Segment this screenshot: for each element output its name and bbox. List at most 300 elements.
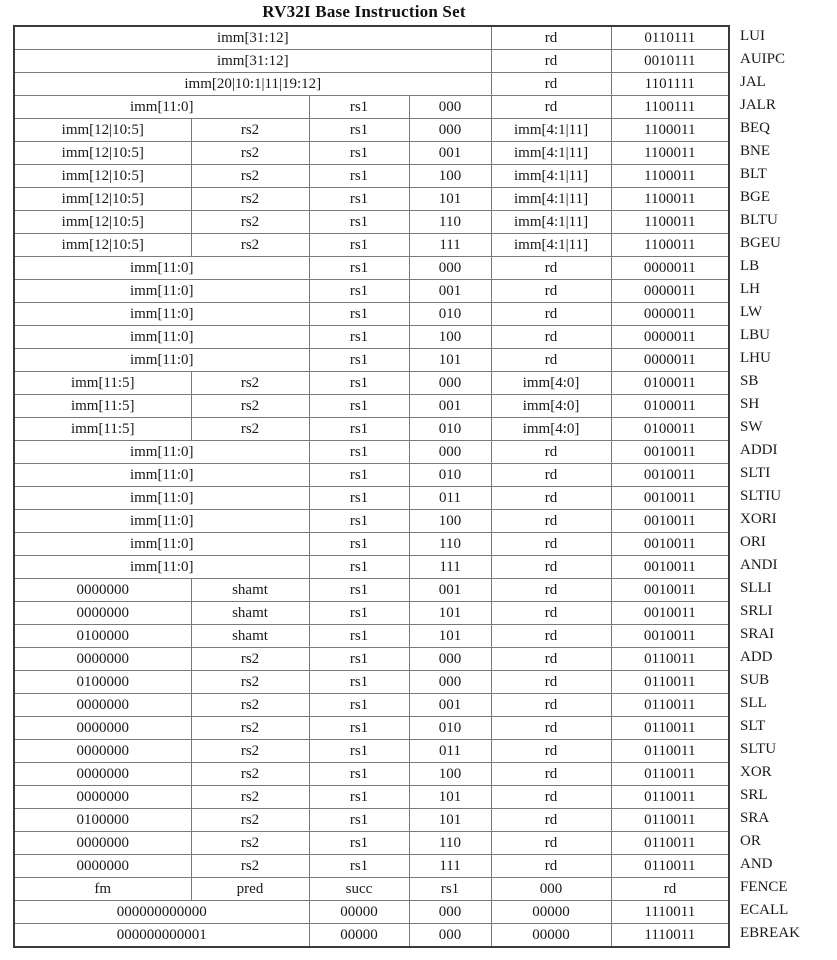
table-cell: 010	[409, 418, 491, 441]
instruction-mnemonic: LHU	[740, 350, 771, 366]
table-cell: rs1	[309, 487, 409, 510]
table-cell: imm[31:12]	[14, 50, 491, 73]
table-cell: imm[4:1|11]	[491, 165, 611, 188]
table-cell: rd	[491, 648, 611, 671]
instruction-mnemonic: SLL	[740, 695, 767, 711]
instruction-mnemonic: BLT	[740, 166, 767, 182]
table-cell: rs1	[309, 326, 409, 349]
table-row	[14, 441, 729, 464]
table-cell: 0000000	[14, 832, 191, 855]
table-cell: imm[31:12]	[14, 26, 491, 50]
table-cell: rs1	[309, 556, 409, 579]
instruction-mnemonic: LB	[740, 258, 760, 274]
table-cell: rd	[491, 625, 611, 648]
table-cell: 0000000	[14, 694, 191, 717]
instruction-mnemonic: LBU	[740, 327, 770, 343]
table-cell: 0000011	[611, 349, 729, 372]
mnemonic-column	[740, 25, 837, 945]
table-cell: 0000000	[14, 717, 191, 740]
table-cell: 0000011	[611, 280, 729, 303]
table-cell: 0010011	[611, 625, 729, 648]
instruction-mnemonic: AUIPC	[740, 51, 786, 67]
table-cell: 010	[409, 303, 491, 326]
table-cell: 1101111	[611, 73, 729, 96]
table-cell: imm[11:0]	[14, 326, 309, 349]
table-row	[14, 533, 729, 556]
table-cell: 0000000	[14, 855, 191, 878]
table-cell: rd	[491, 280, 611, 303]
table-cell: rs2	[191, 211, 309, 234]
table-cell: 0010011	[611, 533, 729, 556]
table-cell: rd	[491, 50, 611, 73]
table-cell: rs1	[309, 855, 409, 878]
table-cell: 0110111	[611, 26, 729, 50]
table-cell: rd	[491, 786, 611, 809]
table-cell: rs1	[309, 648, 409, 671]
table-cell: 0010111	[611, 50, 729, 73]
table-cell: 000	[491, 878, 611, 901]
table-cell: 110	[409, 533, 491, 556]
table-cell: rd	[611, 878, 729, 901]
table-cell: imm[12|10:5]	[14, 234, 191, 257]
table-cell: rd	[491, 717, 611, 740]
table-cell: 101	[409, 786, 491, 809]
table-cell: rd	[491, 349, 611, 372]
table-cell: rd	[491, 510, 611, 533]
table-cell: 000	[409, 441, 491, 464]
table-cell: imm[11:0]	[14, 464, 309, 487]
instruction-mnemonic: BNE	[740, 143, 770, 159]
table-cell: rs1	[309, 740, 409, 763]
table-row	[14, 349, 729, 372]
table-row	[14, 26, 729, 50]
table-cell: 1100011	[611, 188, 729, 211]
instruction-mnemonic: LUI	[740, 28, 765, 44]
table-cell: rs1	[309, 257, 409, 280]
table-cell: imm[11:0]	[14, 257, 309, 280]
table-cell: rs1	[309, 96, 409, 119]
table-row	[14, 487, 729, 510]
table-cell: imm[11:0]	[14, 280, 309, 303]
table-cell: 0110011	[611, 740, 729, 763]
table-cell: rs2	[191, 142, 309, 165]
table-cell: rd	[491, 694, 611, 717]
table-cell: 001	[409, 694, 491, 717]
table-cell: 1100011	[611, 142, 729, 165]
table-cell: 0000000	[14, 602, 191, 625]
table-cell: 0110011	[611, 832, 729, 855]
table-cell: imm[12|10:5]	[14, 188, 191, 211]
table-row	[14, 717, 729, 740]
table-cell: 010	[409, 464, 491, 487]
table-cell: imm[11:0]	[14, 441, 309, 464]
table-row	[14, 832, 729, 855]
table-cell: rs1	[309, 510, 409, 533]
table-cell: imm[4:1|11]	[491, 211, 611, 234]
table-cell: imm[4:1|11]	[491, 142, 611, 165]
table-cell: shamt	[191, 579, 309, 602]
table-cell: 100	[409, 165, 491, 188]
instruction-mnemonic: SRL	[740, 787, 768, 803]
table-cell: 0010011	[611, 487, 729, 510]
table-cell: 00000	[491, 901, 611, 924]
instruction-mnemonic: ECALL	[740, 902, 789, 918]
table-cell: 010	[409, 717, 491, 740]
table-cell: rs1	[309, 349, 409, 372]
table-cell: 0100011	[611, 395, 729, 418]
table-cell: 0110011	[611, 671, 729, 694]
table-cell: 000	[409, 96, 491, 119]
table-cell: imm[11:0]	[14, 349, 309, 372]
table-cell: imm[11:0]	[14, 303, 309, 326]
table-cell: rd	[491, 26, 611, 50]
table-cell: 0110011	[611, 855, 729, 878]
instruction-mnemonic: BEQ	[740, 120, 770, 136]
instruction-mnemonic: SLT	[740, 718, 766, 734]
table-row	[14, 257, 729, 280]
table-cell: rd	[491, 556, 611, 579]
instruction-mnemonic: SUB	[740, 672, 770, 688]
table-cell: rs2	[191, 855, 309, 878]
table-cell: 1100011	[611, 234, 729, 257]
table-row	[14, 326, 729, 349]
table-cell: rd	[491, 73, 611, 96]
instruction-mnemonic: FENCE	[740, 879, 788, 895]
table-cell: 1110011	[611, 924, 729, 948]
instruction-mnemonic: OR	[740, 833, 761, 849]
table-cell: 110	[409, 832, 491, 855]
table-row	[14, 556, 729, 579]
table-cell: rs1	[309, 395, 409, 418]
table-cell: rd	[491, 832, 611, 855]
table-cell: rd	[491, 671, 611, 694]
table-cell: 100	[409, 510, 491, 533]
table-cell: 0010011	[611, 602, 729, 625]
instruction-mnemonic: SRAI	[740, 626, 775, 642]
table-cell: rs1	[309, 694, 409, 717]
table-row	[14, 119, 729, 142]
table-row	[14, 602, 729, 625]
table-cell: 100	[409, 326, 491, 349]
table-row	[14, 855, 729, 878]
table-row	[14, 464, 729, 487]
table-cell: rs2	[191, 717, 309, 740]
instruction-encoding-table	[13, 25, 730, 948]
table-row	[14, 50, 729, 73]
table-cell: shamt	[191, 602, 309, 625]
table-cell: imm[4:0]	[491, 372, 611, 395]
table-row	[14, 142, 729, 165]
table-cell: 000000000001	[14, 924, 309, 948]
table-cell: rs1	[309, 602, 409, 625]
table-row	[14, 671, 729, 694]
instruction-mnemonic: ORI	[740, 534, 766, 550]
table-row	[14, 418, 729, 441]
table-cell: 0010011	[611, 510, 729, 533]
table-cell: rd	[491, 602, 611, 625]
instruction-mnemonic: SRLI	[740, 603, 773, 619]
table-cell: 0000011	[611, 326, 729, 349]
table-cell: rs2	[191, 809, 309, 832]
table-row	[14, 924, 729, 948]
table-cell: rs1	[309, 234, 409, 257]
table-cell: rs1	[309, 832, 409, 855]
table-cell: 0000000	[14, 648, 191, 671]
table-cell: rd	[491, 740, 611, 763]
instruction-mnemonic: BLTU	[740, 212, 778, 228]
instruction-mnemonic: SW	[740, 419, 763, 435]
table-row	[14, 740, 729, 763]
table-cell: rs2	[191, 694, 309, 717]
table-cell: 001	[409, 280, 491, 303]
table-cell: imm[4:0]	[491, 418, 611, 441]
table-cell: 100	[409, 763, 491, 786]
table-cell: 1100111	[611, 96, 729, 119]
table-cell: 0110011	[611, 809, 729, 832]
table-cell: 110	[409, 211, 491, 234]
table-cell: imm[12|10:5]	[14, 165, 191, 188]
table-cell: 0000000	[14, 579, 191, 602]
table-cell: rs2	[191, 763, 309, 786]
table-row	[14, 280, 729, 303]
table-cell: pred	[191, 878, 309, 901]
table-cell: 0000011	[611, 303, 729, 326]
table-cell: 001	[409, 142, 491, 165]
instruction-mnemonic: XORI	[740, 511, 777, 527]
table-cell: rs1	[309, 119, 409, 142]
table-cell: rd	[491, 303, 611, 326]
table-cell: rd	[491, 464, 611, 487]
table-cell: rs1	[409, 878, 491, 901]
table-cell: rd	[491, 96, 611, 119]
instruction-mnemonic: LW	[740, 304, 763, 320]
table-cell: imm[11:5]	[14, 372, 191, 395]
table-cell: rs2	[191, 832, 309, 855]
table-cell: 0100000	[14, 625, 191, 648]
table-cell: 1100011	[611, 119, 729, 142]
table-cell: 000	[409, 372, 491, 395]
table-cell: rd	[491, 855, 611, 878]
table-cell: imm[12|10:5]	[14, 142, 191, 165]
table-cell: 001	[409, 579, 491, 602]
table-row	[14, 694, 729, 717]
table-row	[14, 372, 729, 395]
table-cell: 101	[409, 188, 491, 211]
instruction-mnemonic: JAL	[740, 74, 766, 90]
page-title: RV32I Base Instruction Set	[262, 2, 466, 21]
instruction-mnemonic: SH	[740, 396, 760, 412]
table-cell: 101	[409, 349, 491, 372]
table-cell: 000	[409, 648, 491, 671]
table-cell: 111	[409, 556, 491, 579]
table-cell: rs1	[309, 142, 409, 165]
table-cell: rs1	[309, 717, 409, 740]
instruction-mnemonic: ANDI	[740, 557, 778, 573]
table-cell: imm[12|10:5]	[14, 119, 191, 142]
table-cell: 000	[409, 119, 491, 142]
table-cell: succ	[309, 878, 409, 901]
table-cell: 011	[409, 740, 491, 763]
table-cell: imm[20|10:1|11|19:12]	[14, 73, 491, 96]
table-cell: 000	[409, 671, 491, 694]
table-cell: shamt	[191, 625, 309, 648]
table-cell: rd	[491, 533, 611, 556]
table-cell: 101	[409, 602, 491, 625]
table-cell: 000	[409, 924, 491, 948]
table-cell: rs1	[309, 533, 409, 556]
table-cell: 0010011	[611, 579, 729, 602]
table-cell: 000	[409, 257, 491, 280]
table-cell: rs1	[309, 763, 409, 786]
instruction-table-body	[14, 26, 729, 947]
table-cell: 0010011	[611, 441, 729, 464]
table-cell: 001	[409, 395, 491, 418]
table-cell: 0010011	[611, 556, 729, 579]
table-cell: 0110011	[611, 763, 729, 786]
table-row	[14, 763, 729, 786]
table-cell: imm[11:0]	[14, 510, 309, 533]
table-cell: 0100011	[611, 418, 729, 441]
table-cell: rs2	[191, 165, 309, 188]
instruction-mnemonic: SB	[740, 373, 759, 389]
table-cell: rs1	[309, 303, 409, 326]
table-cell: rs1	[309, 441, 409, 464]
table-cell: 000	[409, 901, 491, 924]
table-row	[14, 73, 729, 96]
table-cell: rd	[491, 257, 611, 280]
table-cell: 101	[409, 625, 491, 648]
table-cell: rs1	[309, 464, 409, 487]
table-cell: imm[11:5]	[14, 395, 191, 418]
instruction-mnemonic: ADDI	[740, 442, 778, 458]
table-cell: rs2	[191, 648, 309, 671]
table-row	[14, 211, 729, 234]
table-cell: rd	[491, 763, 611, 786]
table-cell: 0100000	[14, 809, 191, 832]
table-cell: 111	[409, 234, 491, 257]
table-cell: rs2	[191, 188, 309, 211]
instruction-mnemonic: BGEU	[740, 235, 781, 251]
table-cell: 00000	[309, 924, 409, 948]
table-cell: imm[11:0]	[14, 96, 309, 119]
table-cell: imm[4:1|11]	[491, 119, 611, 142]
table-cell: 1100011	[611, 211, 729, 234]
table-cell: rs1	[309, 809, 409, 832]
table-cell: rs1	[309, 211, 409, 234]
table-cell: 0110011	[611, 694, 729, 717]
table-cell: rs2	[191, 786, 309, 809]
table-row	[14, 395, 729, 418]
table-cell: 111	[409, 855, 491, 878]
table-cell: imm[4:1|11]	[491, 188, 611, 211]
table-cell: rd	[491, 441, 611, 464]
table-cell: fm	[14, 878, 191, 901]
table-cell: rs2	[191, 671, 309, 694]
table-cell: 101	[409, 809, 491, 832]
table-row	[14, 648, 729, 671]
table-cell: imm[11:0]	[14, 487, 309, 510]
table-cell: rd	[491, 326, 611, 349]
instruction-mnemonic: SLTI	[740, 465, 771, 481]
table-cell: imm[11:0]	[14, 556, 309, 579]
instruction-mnemonic: SLTIU	[740, 488, 782, 504]
instruction-mnemonic: LH	[740, 281, 760, 297]
table-cell: rs2	[191, 372, 309, 395]
table-cell: rs1	[309, 786, 409, 809]
table-row	[14, 809, 729, 832]
table-cell: 0000000	[14, 740, 191, 763]
instruction-mnemonic: BGE	[740, 189, 770, 205]
instruction-mnemonic: SLTU	[740, 741, 777, 757]
table-cell: rs2	[191, 395, 309, 418]
table-cell: 0110011	[611, 717, 729, 740]
instruction-mnemonic: EBREAK	[740, 925, 800, 941]
table-cell: rs1	[309, 671, 409, 694]
table-row	[14, 878, 729, 901]
table-cell: 0000000	[14, 786, 191, 809]
table-row	[14, 165, 729, 188]
table-cell: 0000011	[611, 257, 729, 280]
table-cell: rd	[491, 487, 611, 510]
instruction-mnemonic: SRA	[740, 810, 770, 826]
table-row	[14, 901, 729, 924]
table-row	[14, 579, 729, 602]
table-cell: 1110011	[611, 901, 729, 924]
table-cell: rs1	[309, 280, 409, 303]
table-cell: imm[4:0]	[491, 395, 611, 418]
table-row	[14, 625, 729, 648]
table-cell: rd	[491, 809, 611, 832]
instruction-mnemonic: SLLI	[740, 580, 772, 596]
table-cell: rs1	[309, 188, 409, 211]
table-cell: 1100011	[611, 165, 729, 188]
table-cell: rs1	[309, 372, 409, 395]
table-cell: 0110011	[611, 786, 729, 809]
instruction-mnemonic: JALR	[740, 97, 776, 113]
table-cell: 0010011	[611, 464, 729, 487]
table-row	[14, 510, 729, 533]
table-cell: 011	[409, 487, 491, 510]
table-cell: rs2	[191, 740, 309, 763]
table-row	[14, 96, 729, 119]
table-cell: 00000	[309, 901, 409, 924]
table-cell: imm[11:5]	[14, 418, 191, 441]
table-cell: imm[4:1|11]	[491, 234, 611, 257]
table-row	[14, 188, 729, 211]
table-row	[14, 303, 729, 326]
instruction-mnemonic: AND	[740, 856, 773, 872]
table-row	[14, 786, 729, 809]
table-cell: rs1	[309, 625, 409, 648]
table-cell: rs2	[191, 119, 309, 142]
table-cell: 000000000000	[14, 901, 309, 924]
instruction-mnemonic: ADD	[740, 649, 773, 665]
table-cell: 0000000	[14, 763, 191, 786]
table-cell: imm[11:0]	[14, 533, 309, 556]
instruction-mnemonic: XOR	[740, 764, 772, 780]
table-cell: rs2	[191, 418, 309, 441]
table-row	[14, 234, 729, 257]
table-cell: 0100011	[611, 372, 729, 395]
table-cell: imm[12|10:5]	[14, 211, 191, 234]
table-cell: 0100000	[14, 671, 191, 694]
table-cell: rs1	[309, 579, 409, 602]
table-cell: rs2	[191, 234, 309, 257]
table-cell: rs1	[309, 165, 409, 188]
table-cell: rs1	[309, 418, 409, 441]
table-cell: 00000	[491, 924, 611, 948]
table-cell: rd	[491, 579, 611, 602]
